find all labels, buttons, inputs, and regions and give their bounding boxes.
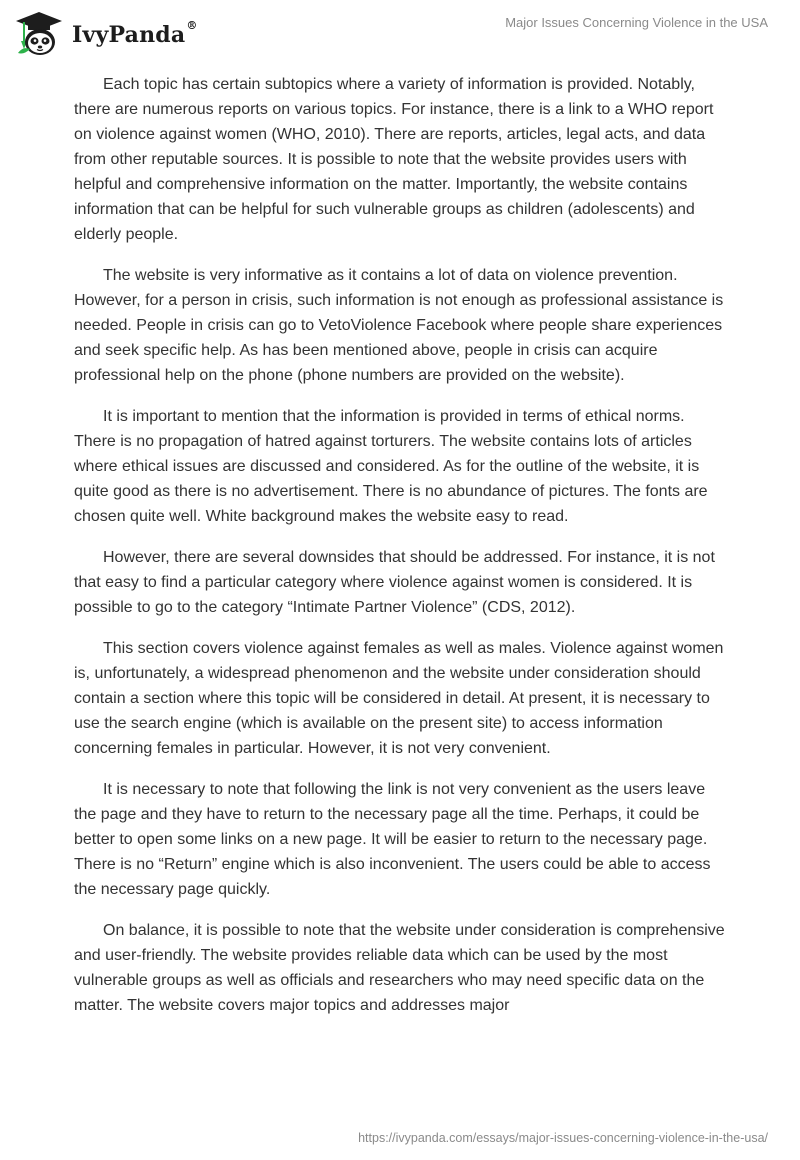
panda-graduation-cap-icon	[14, 11, 64, 57]
paragraph: On balance, it is possible to note that the website under consideration is comprehensive and user-friendly. The website provides reliable data which can be used by the most vulnerable groups as well as officials and researchers who may need specific data on the matter. The website covers major topics and addresses major	[74, 922, 725, 1014]
paragraph: However, there are several downsides that should be addressed. For instance, it is not that easy to find a particular category where violence against women is considered. It is possible to go to the category “Intimate Partner Violence” (CDS, 2012).	[74, 549, 715, 616]
paragraph: The website is very informative as it contains a lot of data on violence prevention. However, for a person in crisis, such information is not enough as professional assistance is needed. People in crisis can go to VetoViolence Facebook where people share experiences and seek specific help. As has been mentioned above, people in crisis can acquire professional help on the phone (phone numbers are provided on the website).	[74, 267, 724, 384]
source-url[interactable]: https://ivypanda.com/essays/major-issues-concerning-violence-in-the-usa/	[358, 1131, 768, 1145]
paragraph: Each topic has certain subtopics where a variety of information is provided. Notably, there are numerous reports on various topics. For instance, there is a link to a WHO report on violence against women (WHO, 2010). There are reports, articles, legal acts, and data from other reputable sources. It is possible to note that the website provides users with helpful and comprehensive information on the matter. Importantly, the website contains information that can be helpful for such vulnerable groups as children (adolescents) and elderly people.	[74, 76, 714, 243]
essay-body	[74, 72, 728, 1034]
document-title: Major Issues Concerning Violence in the USA	[505, 15, 768, 30]
page-header	[0, 0, 800, 70]
paragraph: It is necessary to note that following the link is not very convenient as the users leave the page and they have to return to the necessary page all the time. Perhaps, it could be better to open some links on a new page. It will be easier to return to the necessary page. There is no “Return” engine which is also inconvenient. The users could be able to access the necessary page quickly.	[74, 781, 711, 898]
paragraph: This section covers violence against females as well as males. Violence against women is, unfortunately, a widespread phenomenon and the website under consideration should contain a section where this topic will be considered in detail. At present, it is necessary to use the search engine (which is available on the present site) to access information concerning females in particular. However, it is not very convenient.	[74, 640, 724, 757]
registered-mark: ®	[186, 19, 198, 32]
brand-name: IvyPanda®	[72, 19, 198, 48]
ivypanda-logo[interactable]	[14, 11, 198, 57]
paragraph: It is important to mention that the information is provided in terms of ethical norms. There is no propagation of hatred against torturers. The website contains lots of articles where ethical issues are discussed and considered. As for the outline of the website, it is quite good as there is no advertisement. There is no abundance of pictures. The fonts are chosen quite well. White background makes the website easy to read.	[74, 408, 708, 525]
